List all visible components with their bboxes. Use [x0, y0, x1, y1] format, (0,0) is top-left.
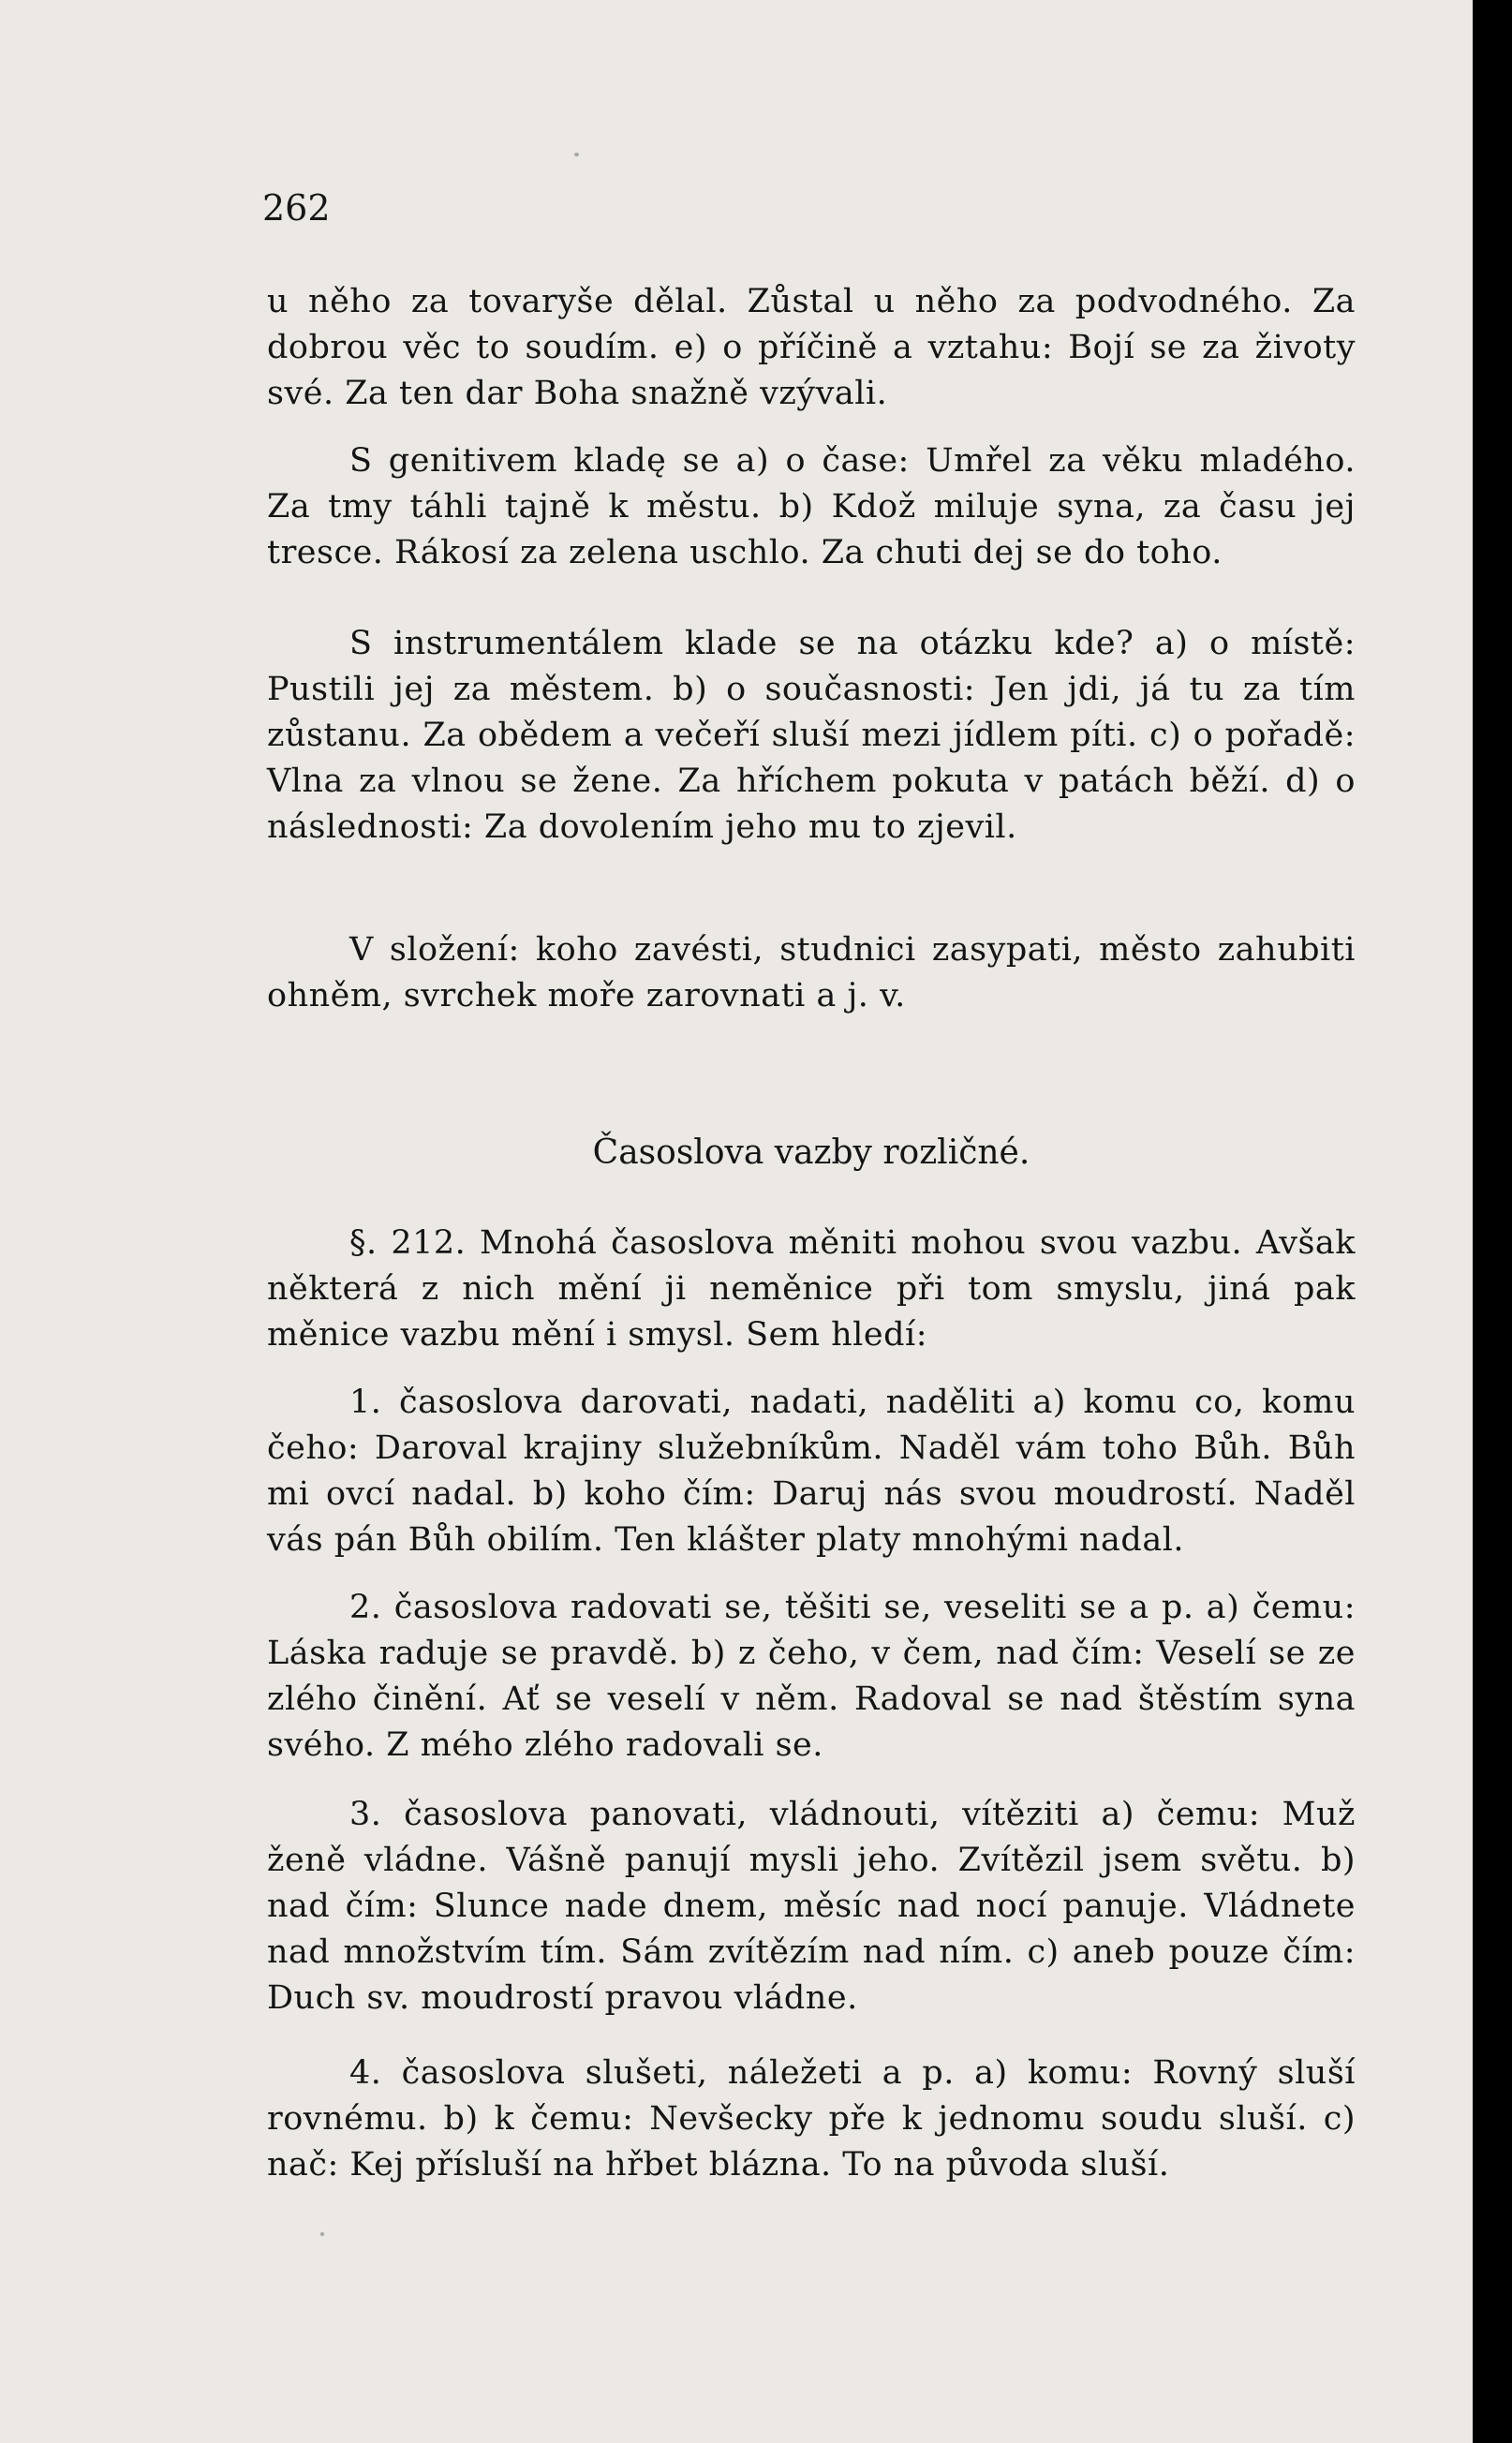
section-paragraph-5: 4. časoslova slušeti, náležeti a p. a) komu: Rovný sluší rovnému. b) k čemu: Nevšecky pře k jednomu soudu sluší. c) nač: Kej přísluší na hřbet blázna. To na původa sluší. [267, 2054, 1356, 2184]
paragraph-3: S instrumentálem klade se na otázku kde? a) o místě: Pustili jej za městem. b) o současnosti: Jen jdi, já tu za tím zůstanu. Za obědem a večeří sluší mezi jídlem píti. c) o pořadě: Vlna za vlnou se žene. Za hříchem pokuta v patách běží. d) o následnosti: Za dovolením jeho mu to zjevil. [267, 625, 1356, 846]
section-paragraph-2: 1. časoslova darovati, nadati, naděliti a) komu co, komu čeho: Daroval krajiny služebníkům. Naděl vám toho Bůh. Bůh mi ovcí nadal. b) koho čím: Daruj nás svou moudrostí. Naděl vás pán Bůh obilím. Ten klášter platy mnohými nadal. [267, 1384, 1356, 1559]
section-paragraph-3: 2. časoslova radovati se, těšiti se, veseliti se a p. a) čemu: Láska raduje se pravdě. b) z čeho, v čem, nad čím: Veselí se ze zlého činění. Ať se veselí v něm. Radoval se nad štěstím syna svého. Z mého zlého radovali se. [267, 1589, 1356, 1764]
ink-speck [320, 2232, 324, 2236]
section-paragraph-1: §. 212. Mnohá časoslova měniti mohou svou vazbu. Avšak některá z nich mění ji neměnice při tom smyslu, jiná pak měnice vazbu mění i smysl. Sem hledí: [267, 1224, 1356, 1354]
page-number: 262 [262, 187, 331, 229]
section-heading: Časoslova vazby rozličné. [592, 1133, 1030, 1172]
scan-border [1473, 0, 1512, 2443]
ink-speck [574, 153, 579, 156]
paragraph-4: V složení: koho zavésti, studnici zasypati, město zahubiti ohněm, svrchek moře zarovnati a j. v. [267, 931, 1356, 1014]
section-paragraph-4: 3. časoslova panovati, vládnouti, vítěziti a) čemu: Muž ženě vládne. Vášně panují mysli jeho. Zvítězil jsem světu. b) nad čím: Slunce nade dnem, měsíc nad nocí panuje. Vládnete nad množstvím tím. Sám zvítězím nad ním. c) aneb pouze čím: Duch sv. moudrostí pravou vládne. [267, 1796, 1356, 2017]
paragraph-2: S genitivem kladę se a) o čase: Umřel za věku mladého. Za tmy táhli tajně k městu. b) Kdož miluje syna, za času jej tresce. Rákosí za zelena uschlo. Za chuti dej se do toho. [267, 442, 1356, 571]
paragraph-1: u něho za tovaryše dělal. Zůstal u něho za podvodného. Za dobrou věc to soudím. e) o příčině a vztahu: Bojí se za životy své. Za ten dar Boha snažně vzývali. [267, 283, 1356, 412]
